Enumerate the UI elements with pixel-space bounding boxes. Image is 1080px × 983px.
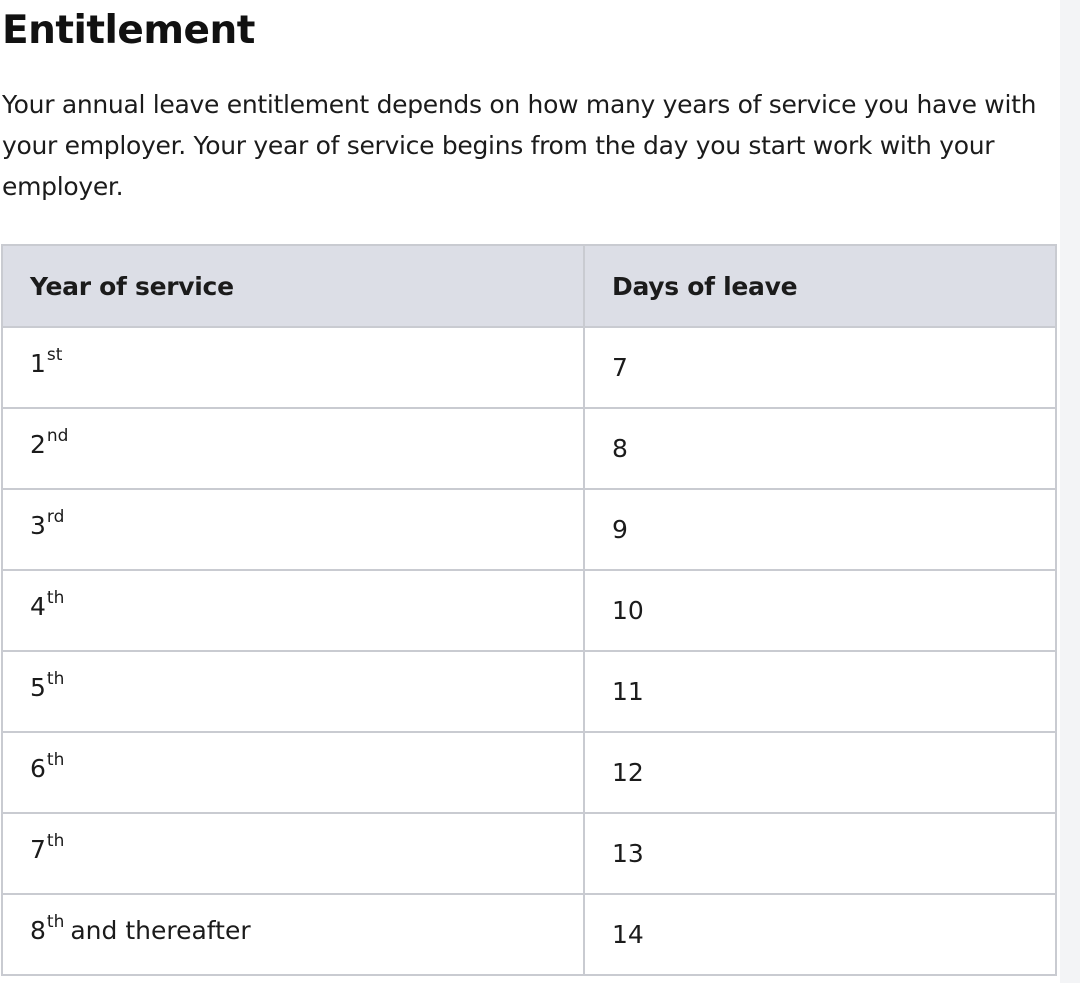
intro-paragraph: Your annual leave entitlement depends on how many years of service you have with your employer. Your year of service begins from the day you start work with your employer. [2, 90, 1037, 201]
ordinal-suffix: nd [46, 426, 69, 446]
ordinal-suffix: rd [46, 507, 65, 527]
year-of-service-cell [2, 651, 584, 732]
days-of-leave-cell [584, 408, 1056, 489]
days-of-leave-cell [584, 813, 1056, 894]
year-of-service-cell [2, 732, 584, 813]
days-of-leave-value: 12 [612, 758, 644, 787]
year-number: 8 [30, 916, 46, 945]
year-of-service-cell [2, 894, 584, 975]
column-header-year-of-service: Year of service [2, 245, 584, 327]
table-header [2, 245, 1056, 327]
year-suffix-text: and thereafter [70, 916, 251, 945]
table-row [2, 408, 1056, 489]
year-of-service-value [30, 345, 63, 378]
year-number: 4 [30, 592, 46, 621]
days-of-leave-value: 7 [612, 353, 628, 382]
year-of-service-cell [2, 327, 584, 408]
ordinal-suffix: th [46, 588, 65, 608]
year-of-service-cell [2, 489, 584, 570]
year-of-service-cell [2, 813, 584, 894]
year-of-service-cell [2, 570, 584, 651]
year-of-service-cell [2, 408, 584, 489]
year-number: 3 [30, 511, 46, 540]
ordinal-suffix: th [46, 831, 65, 851]
days-of-leave-cell [584, 651, 1056, 732]
year-number: 7 [30, 835, 46, 864]
table-header-row [2, 245, 1056, 327]
year-number: 5 [30, 673, 46, 702]
year-of-service-value [30, 669, 65, 702]
page-title: Entitlement [2, 8, 255, 53]
days-of-leave-value: 8 [612, 434, 628, 463]
ordinal-suffix: th [46, 912, 65, 932]
days-of-leave-value: 10 [612, 596, 644, 625]
year-number: 1 [30, 349, 46, 378]
table-row [2, 651, 1056, 732]
table-row [2, 732, 1056, 813]
days-of-leave-cell [584, 489, 1056, 570]
days-of-leave-cell [584, 570, 1056, 651]
year-of-service-value [30, 750, 65, 783]
days-of-leave-value: 13 [612, 839, 644, 868]
table-body [2, 327, 1056, 975]
year-number: 6 [30, 754, 46, 783]
table-row [2, 489, 1056, 570]
days-of-leave-value: 11 [612, 677, 644, 706]
ordinal-suffix: th [46, 750, 65, 770]
year-of-service-value [30, 831, 65, 864]
days-of-leave-cell [584, 732, 1056, 813]
ordinal-suffix: th [46, 669, 65, 689]
ordinal-suffix: st [46, 345, 63, 365]
days-of-leave-cell [584, 894, 1056, 975]
days-of-leave-value: 14 [612, 920, 644, 949]
column-header-days-of-leave: Days of leave [584, 245, 1056, 327]
year-of-service-value [30, 507, 65, 540]
days-of-leave-cell [584, 327, 1056, 408]
year-of-service-value [30, 912, 251, 945]
table-row [2, 813, 1056, 894]
year-number: 2 [30, 430, 46, 459]
table-row [2, 894, 1056, 975]
table-row [2, 570, 1056, 651]
table-row [2, 327, 1056, 408]
leave-entitlement-table [1, 244, 1057, 976]
days-of-leave-value: 9 [612, 515, 628, 544]
year-of-service-value [30, 588, 65, 621]
year-of-service-value [30, 426, 69, 459]
